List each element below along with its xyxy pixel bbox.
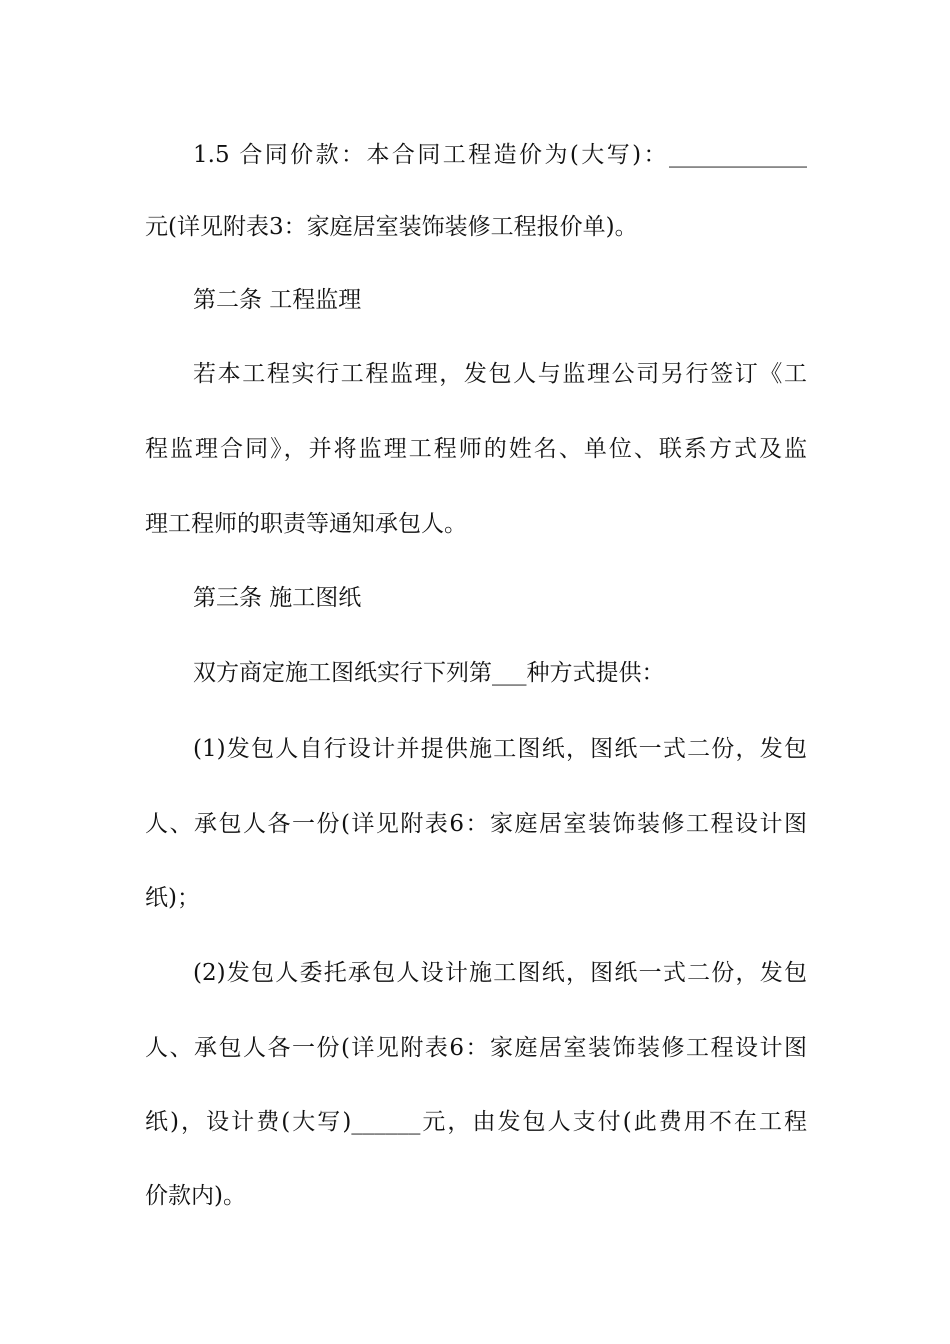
article-3-intro: 双方商定施工图纸实行下列第___种方式提供：	[193, 660, 665, 686]
option-1-line-1: (1)发包人自行设计并提供施工图纸，图纸一式二份，发包	[193, 736, 807, 762]
option-1-line-3: 纸)；	[145, 885, 200, 911]
option-2-line-1: (2)发包人委托承包人设计施工图纸，图纸一式二份，发包	[193, 960, 807, 986]
article-3-heading: 第三条 施工图纸	[193, 585, 362, 611]
article-2-paragraph-line-1: 若本工程实行工程监理，发包人与监理公司另行签订《工	[193, 361, 807, 387]
article-2-heading: 第二条 工程监理	[193, 287, 362, 313]
article-2-paragraph-line-3: 理工程师的职责等通知承包人。	[145, 511, 467, 537]
option-2-line-3: 纸)，设计费(大写)______元，由发包人支付(此费用不在工程	[145, 1109, 807, 1135]
option-2-line-2: 人、承包人各一份(详见附表6：家庭居室装饰装修工程设计图	[145, 1035, 807, 1061]
article-2-paragraph-line-2: 程监理合同》，并将监理工程师的姓名、单位、联系方式及监	[145, 436, 807, 462]
clause-1-5-price-line-2: 元(详见附表3：家庭居室装饰装修工程报价单)。	[145, 214, 638, 240]
clause-1-5-price-line-1: 1.5 合同价款：本合同工程造价为(大写)：____________	[193, 142, 807, 168]
option-2-line-4: 价款内)。	[145, 1183, 246, 1209]
option-1-line-2: 人、承包人各一份(详见附表6：家庭居室装饰装修工程设计图	[145, 811, 807, 837]
